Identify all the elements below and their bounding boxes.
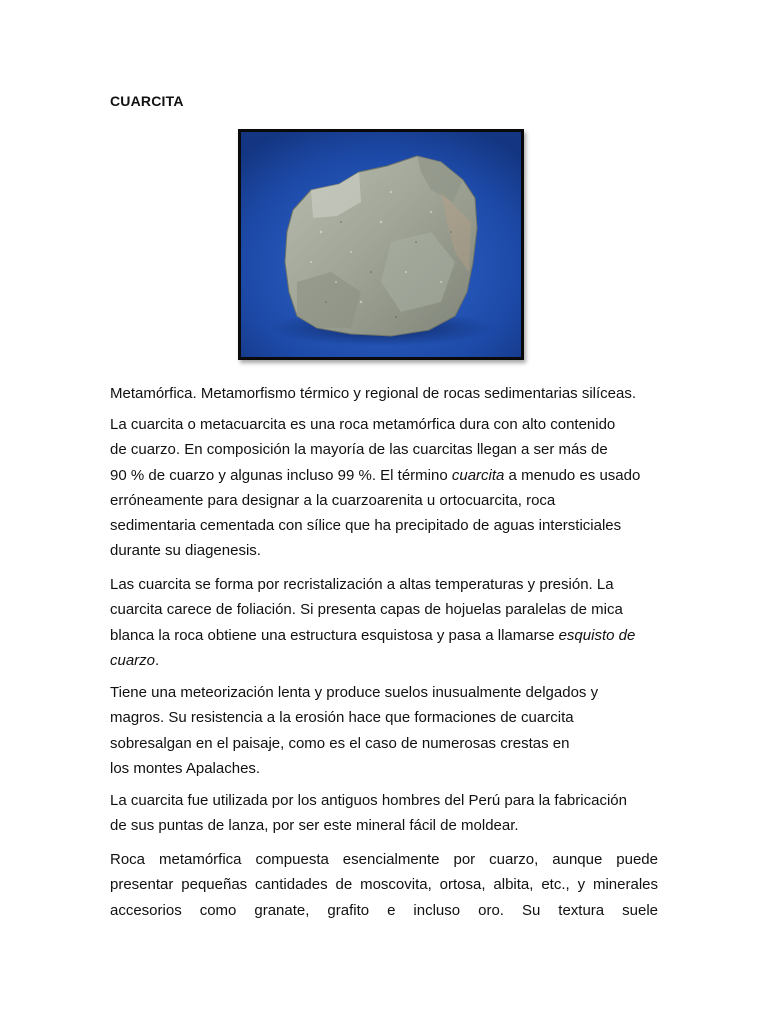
italic-term: cuarcita — [451, 466, 505, 484]
italic-term: esquisto de — [558, 626, 636, 644]
paragraph-intro: Metamórfica. Metamorfismo térmico y regional de rocas sedimentarias silíceas. — [110, 385, 637, 402]
text-fragment: . — [155, 651, 160, 669]
text-fragment: blanca la roca obtiene una estructura esquistosa y pasa a llamarse — [110, 626, 559, 644]
text-line — [110, 463, 658, 488]
text-line: presentar pequeñas cantidades de moscovita, ortosa, albita, etc., y minerales — [110, 876, 658, 894]
text-line: Tiene una meteorización lenta y produce suelos inusualmente delgados y — [110, 684, 599, 701]
text-line: los montes Apalaches. — [110, 759, 261, 777]
paragraph-formation — [110, 572, 658, 673]
quartzite-rock-image — [238, 129, 524, 360]
text-line: durante su diagenesis. — [110, 542, 261, 560]
text-line: de cuarzo. En composición la mayoría de las cuarcitas llegan a ser más de — [110, 441, 608, 459]
text-line: sobresalgan en el paisaje, como es el caso de numerosas crestas en — [110, 734, 570, 752]
text-line: Roca metamórfica compuesta esencialmente por cuarzo, aunque puede — [110, 851, 658, 868]
text-line: Las cuarcita se forma por recristalización a altas temperaturas y presión. La — [110, 576, 614, 593]
paragraph-definition — [110, 412, 658, 564]
text-line — [110, 623, 658, 648]
paragraph-history — [110, 788, 658, 839]
text-line: La cuarcita o metacuarcita es una roca metamórfica dura con alto contenido — [110, 416, 616, 433]
italic-term: cuarzo — [110, 651, 156, 669]
text-line: La cuarcita fue utilizada por los antiguos hombres del Perú para la fabricación — [110, 792, 627, 809]
text-line: de sus puntas de lanza, por ser este mineral fácil de moldear. — [110, 817, 519, 835]
text-line: magros. Su resistencia a la erosión hace que formaciones de cuarcita — [110, 709, 574, 727]
text-line — [110, 648, 658, 673]
page-title: CUARCITA — [110, 93, 184, 109]
text-line: accesorios como granate, grafito e incluso oro. Su textura suele — [110, 901, 658, 919]
text-fragment: a menudo es usado — [504, 466, 641, 484]
paragraph-composition — [110, 847, 658, 923]
text-line: sedimentaria cementada con sílice que ha precipitado de aguas intersticiales — [110, 517, 622, 535]
paragraph-weathering — [110, 680, 658, 781]
text-line: erróneamente para designar a la cuarzoarenita u ortocuarcita, roca — [110, 491, 556, 509]
text-fragment: 90 % de cuarzo y algunas incluso 99 %. El término — [110, 466, 452, 484]
text-line: cuarcita carece de foliación. Si presenta capas de hojuelas paralelas de mica — [110, 601, 623, 619]
